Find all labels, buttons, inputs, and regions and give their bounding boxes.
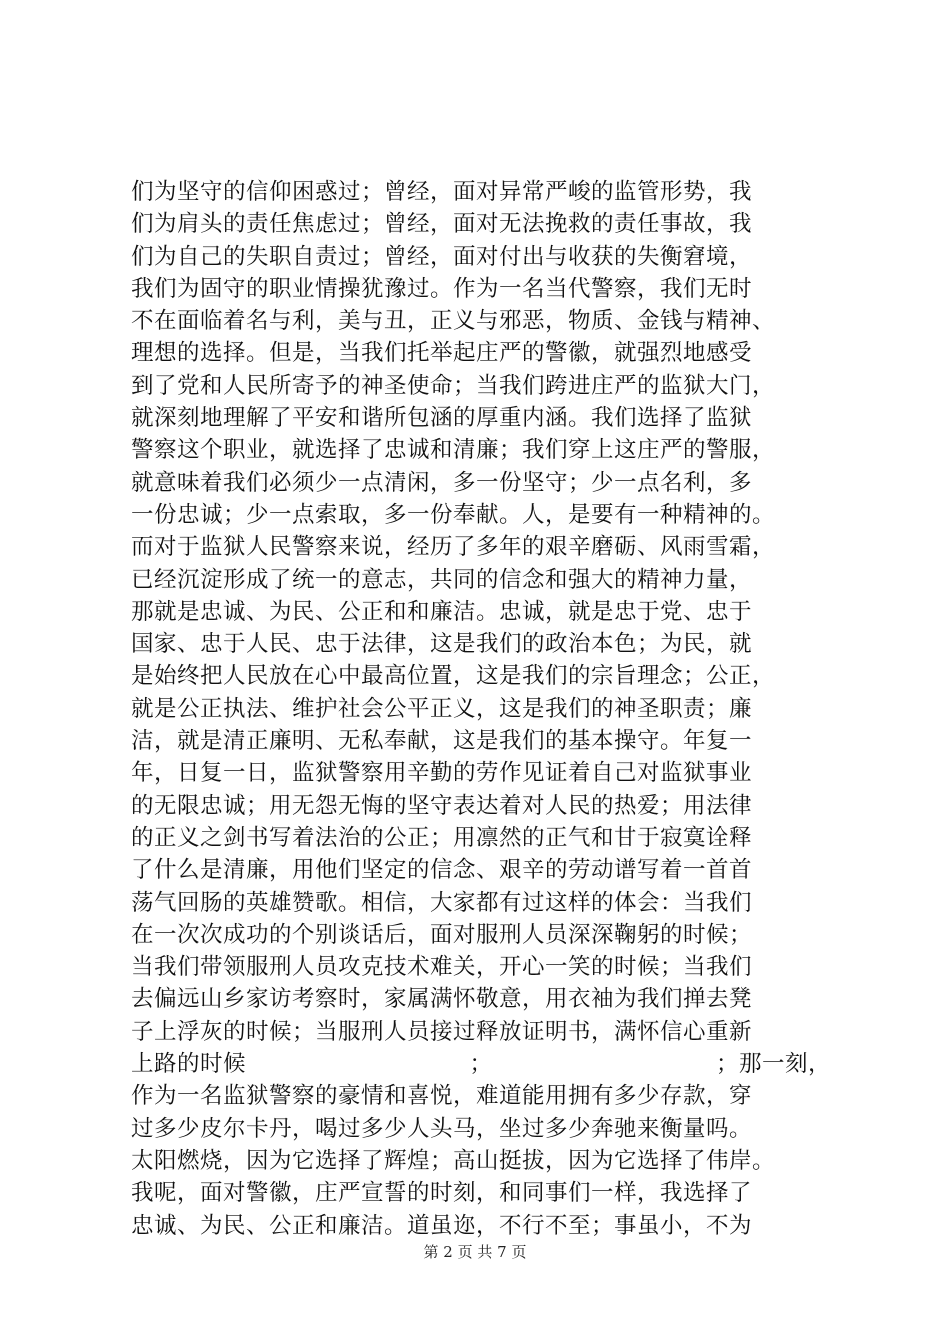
- body-line: 我呢，面对警徽，庄严宣誓的时刻，和同事们一样，我选择了: [131, 1180, 753, 1207]
- body-line: 子上浮灰的时候；当服刑人员接过释放证明书，满怀信心重新: [131, 1018, 753, 1045]
- body-line: 当我们带领服刑人员攻克技术难关，开心一笑的时候；当我们: [131, 954, 753, 981]
- body-line: 而对于监狱人民警察来说，经历了多年的艰辛磨砺、风雨雪霜，: [131, 534, 776, 561]
- body-line: 我们为固守的职业情操犹豫过。作为一名当代警察，我们无时: [131, 275, 753, 302]
- body-line: 理想的选择。但是，当我们托举起庄严的警徽，就强烈地感受: [131, 340, 753, 367]
- body-line: 不在面临着名与利，美与丑，正义与邪恶，物质、金钱与精神、: [131, 308, 776, 335]
- split-line: [131, 1048, 831, 1080]
- body-line: 去偏远山乡家访考察时，家属满怀敬意，用衣袖为我们掸去凳: [131, 986, 753, 1013]
- body-line: 的无限忠诚；用无怨无悔的坚守表达着对人民的热爱；用法律: [131, 792, 753, 819]
- body-line: 就深刻地理解了平安和谐所包涵的厚重内涵。我们选择了监狱: [131, 405, 753, 432]
- body-line: 是始终把人民放在心中最高位置，这是我们的宗旨理念；公正，: [131, 663, 776, 690]
- split-line-middle: ；: [469, 1051, 493, 1078]
- body-line: 年，日复一日，监狱警察用辛勤的劳作见证着自己对监狱事业: [131, 760, 753, 787]
- body-line: 们为肩头的责任焦虑过；曾经，面对无法挽救的责任事故，我: [131, 211, 753, 238]
- body-line: 国家、忠于人民、忠于法律，这是我们的政治本色；为民，就: [131, 631, 753, 658]
- body-line: 忠诚、为民、公正和廉洁。道虽迩，不行不至；事虽小，不为: [131, 1212, 753, 1239]
- body-line: 了什么是清廉，用他们坚定的信念、艰辛的劳动谱写着一首首: [131, 857, 753, 884]
- split-line-left: 上路的时候: [131, 1051, 247, 1078]
- body-line: 警察这个职业，就选择了忠诚和清廉；我们穿上这庄严的警服，: [131, 437, 776, 464]
- body-line: 过多少皮尔卡丹，喝过多少人头马，坐过多少奔驰来衡量吗。: [131, 1115, 753, 1142]
- body-line: 洁，就是清正廉明、无私奉献，这是我们的基本操守。年复一: [131, 728, 753, 755]
- body-line: 荡气回肠的英雄赞歌。相信，大家都有过这样的体会：当我们: [131, 889, 753, 916]
- body-line: 就是公正执法、维护社会公平正义，这是我们的神圣职责；廉: [131, 695, 753, 722]
- body-line: 已经沉淀形成了统一的意志，共同的信念和强大的精神力量，: [131, 566, 753, 593]
- body-line: 们为自己的失职自责过；曾经，面对付出与收获的失衡窘境，: [131, 243, 753, 270]
- body-text: [131, 176, 831, 1242]
- split-line-right: ；那一刻，: [715, 1051, 831, 1078]
- body-line: 就意味着我们必须少一点清闲，多一份坚守；少一点名利，多: [131, 469, 753, 496]
- body-line: 作为一名监狱警察的豪情和喜悦，难道能用拥有多少存款，穿: [131, 1083, 753, 1110]
- body-line: 一份忠诚；少一点索取，多一份奉献。人，是要有一种精神的。: [131, 501, 776, 528]
- page-number-footer: 第 2 页 共 7 页: [423, 1243, 527, 1261]
- body-line: 那就是忠诚、为民、公正和和廉洁。忠诚，就是忠于党、忠于: [131, 598, 753, 625]
- body-line: 们为坚守的信仰困惑过；曾经，面对异常严峻的监管形势，我: [131, 179, 753, 205]
- body-line: 太阳燃烧，因为它选择了辉煌；高山挺拔，因为它选择了伟岸。: [131, 1147, 776, 1174]
- body-line: 到了党和人民所寄予的神圣使命；当我们跨进庄严的监狱大门，: [131, 372, 776, 399]
- body-line: 在一次次成功的个别谈话后，面对服刑人员深深鞠躬的时候；: [131, 921, 753, 948]
- body-line: 的正义之剑书写着法治的公正；用凛然的正气和甘于寂寞诠释: [131, 824, 753, 851]
